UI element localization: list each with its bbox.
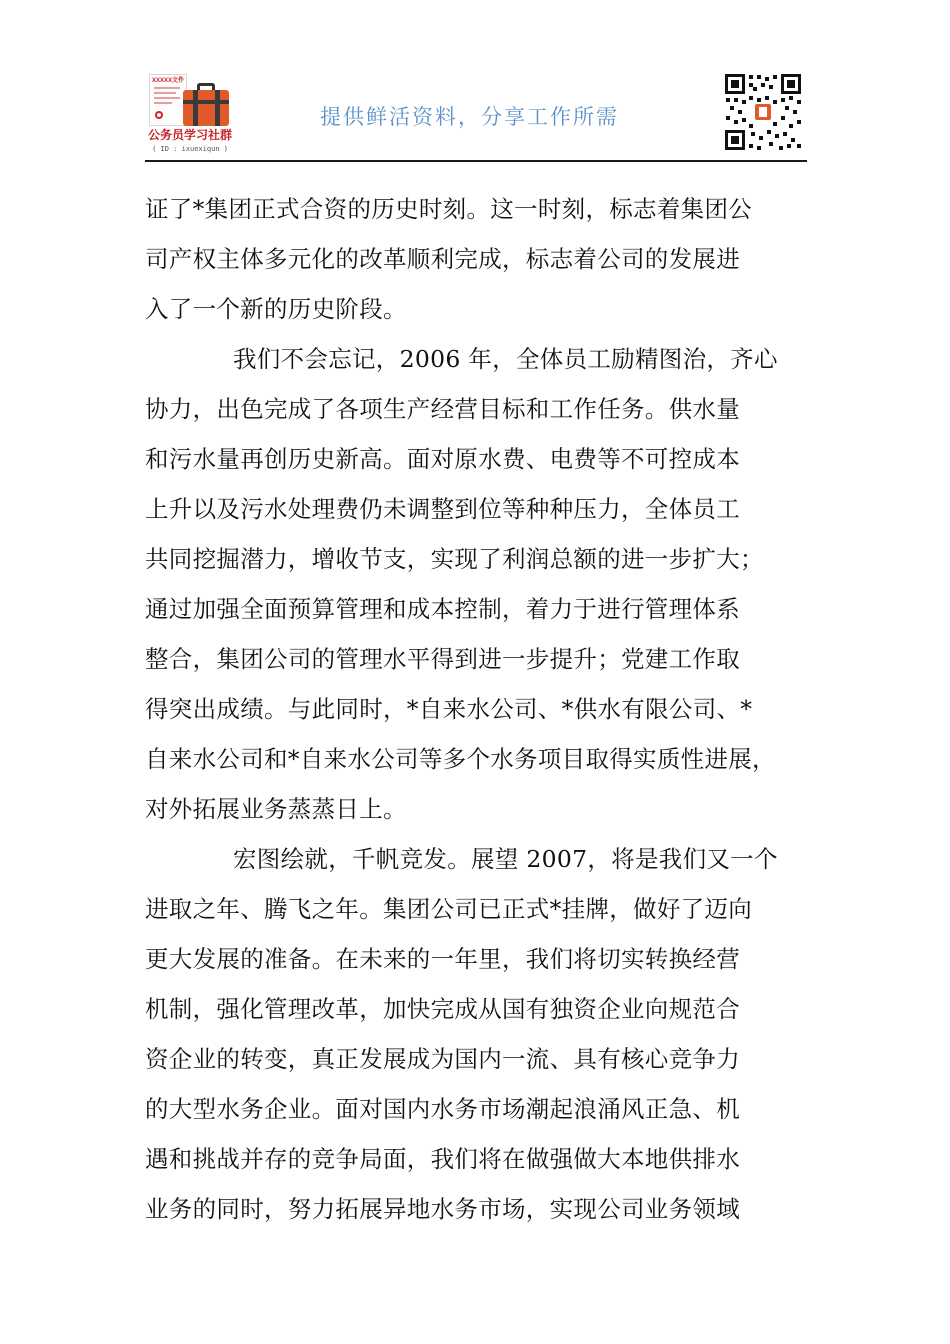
logo-name: 公务员学习社群 bbox=[147, 128, 232, 142]
text-line: 整合，集团公司的管理水平得到进一步提升；党建工作取 bbox=[145, 645, 740, 673]
page-header bbox=[145, 70, 805, 160]
text-line: 共同挖掘潜力，增收节支，实现了利润总额的进一步扩大； bbox=[145, 545, 764, 573]
document-icon bbox=[149, 74, 187, 126]
text-line: 协力，出色完成了各项生产经营目标和工作任务。供水量 bbox=[145, 395, 740, 423]
paragraph bbox=[145, 184, 815, 334]
text-line: 机制，强化管理改革，加快完成从国有独资企业向规范合 bbox=[145, 995, 740, 1023]
logo-id: ( ID : ixuexiqun ) bbox=[152, 145, 228, 153]
seal-icon bbox=[155, 111, 163, 119]
header-divider bbox=[145, 160, 807, 162]
text-line: 资企业的转变，真正发展成为国内一流、具有核心竞争力 bbox=[145, 1045, 740, 1073]
text-line: 得突出成绩。与此同时，*自来水公司、*供水有限公司、* bbox=[145, 695, 753, 723]
text-line: 的大型水务企业。面对国内水务市场潮起浪涌风正急、机 bbox=[145, 1095, 740, 1123]
brand-logo bbox=[145, 70, 235, 158]
briefcase-icon bbox=[183, 90, 229, 126]
text-line: 通过加强全面预算管理和成本控制，着力于进行管理体系 bbox=[145, 595, 740, 623]
text-line: 进取之年、腾飞之年。集团公司已正式*挂牌，做好了迈向 bbox=[145, 895, 753, 923]
text-line: 更大发展的准备。在未来的一年里，我们将切实转换经营 bbox=[145, 945, 740, 973]
text-line: 司产权主体多元化的改革顺利完成，标志着公司的发展进 bbox=[145, 245, 740, 273]
document-body bbox=[145, 184, 815, 1234]
text-line: 证了*集团正式合资的历史时刻。这一时刻，标志着集团公 bbox=[145, 195, 753, 223]
qr-code-icon[interactable] bbox=[723, 72, 803, 152]
text-line: 遇和挑战并存的竞争局面，我们将在做强做大本地供排水 bbox=[145, 1145, 740, 1173]
text-line: 我们不会忘记，2006 年，全体员工励精图治，齐心 bbox=[233, 345, 778, 373]
logo-doc-title: XXXXX文件 bbox=[152, 78, 185, 84]
text-line: 业务的同时，努力拓展异地水务市场，实现公司业务领域 bbox=[145, 1195, 740, 1223]
text-line: 入了一个新的历史阶段。 bbox=[145, 295, 407, 323]
header-slogan: 提供鲜活资料，分享工作所需 bbox=[320, 105, 619, 129]
paragraph bbox=[145, 834, 815, 1234]
paragraph bbox=[145, 334, 815, 834]
text-line: 和污水量再创历史新高。面对原水费、电费等不可控成本 bbox=[145, 445, 740, 473]
text-line: 自来水公司和*自来水公司等多个水务项目取得实质性进展， bbox=[145, 745, 776, 773]
text-line: 宏图绘就，千帆竞发。展望 2007，将是我们又一个 bbox=[233, 845, 778, 873]
text-line: 上升以及污水处理费仍未调整到位等种种压力，全体员工 bbox=[145, 495, 740, 523]
text-line: 对外拓展业务蒸蒸日上。 bbox=[145, 795, 407, 823]
